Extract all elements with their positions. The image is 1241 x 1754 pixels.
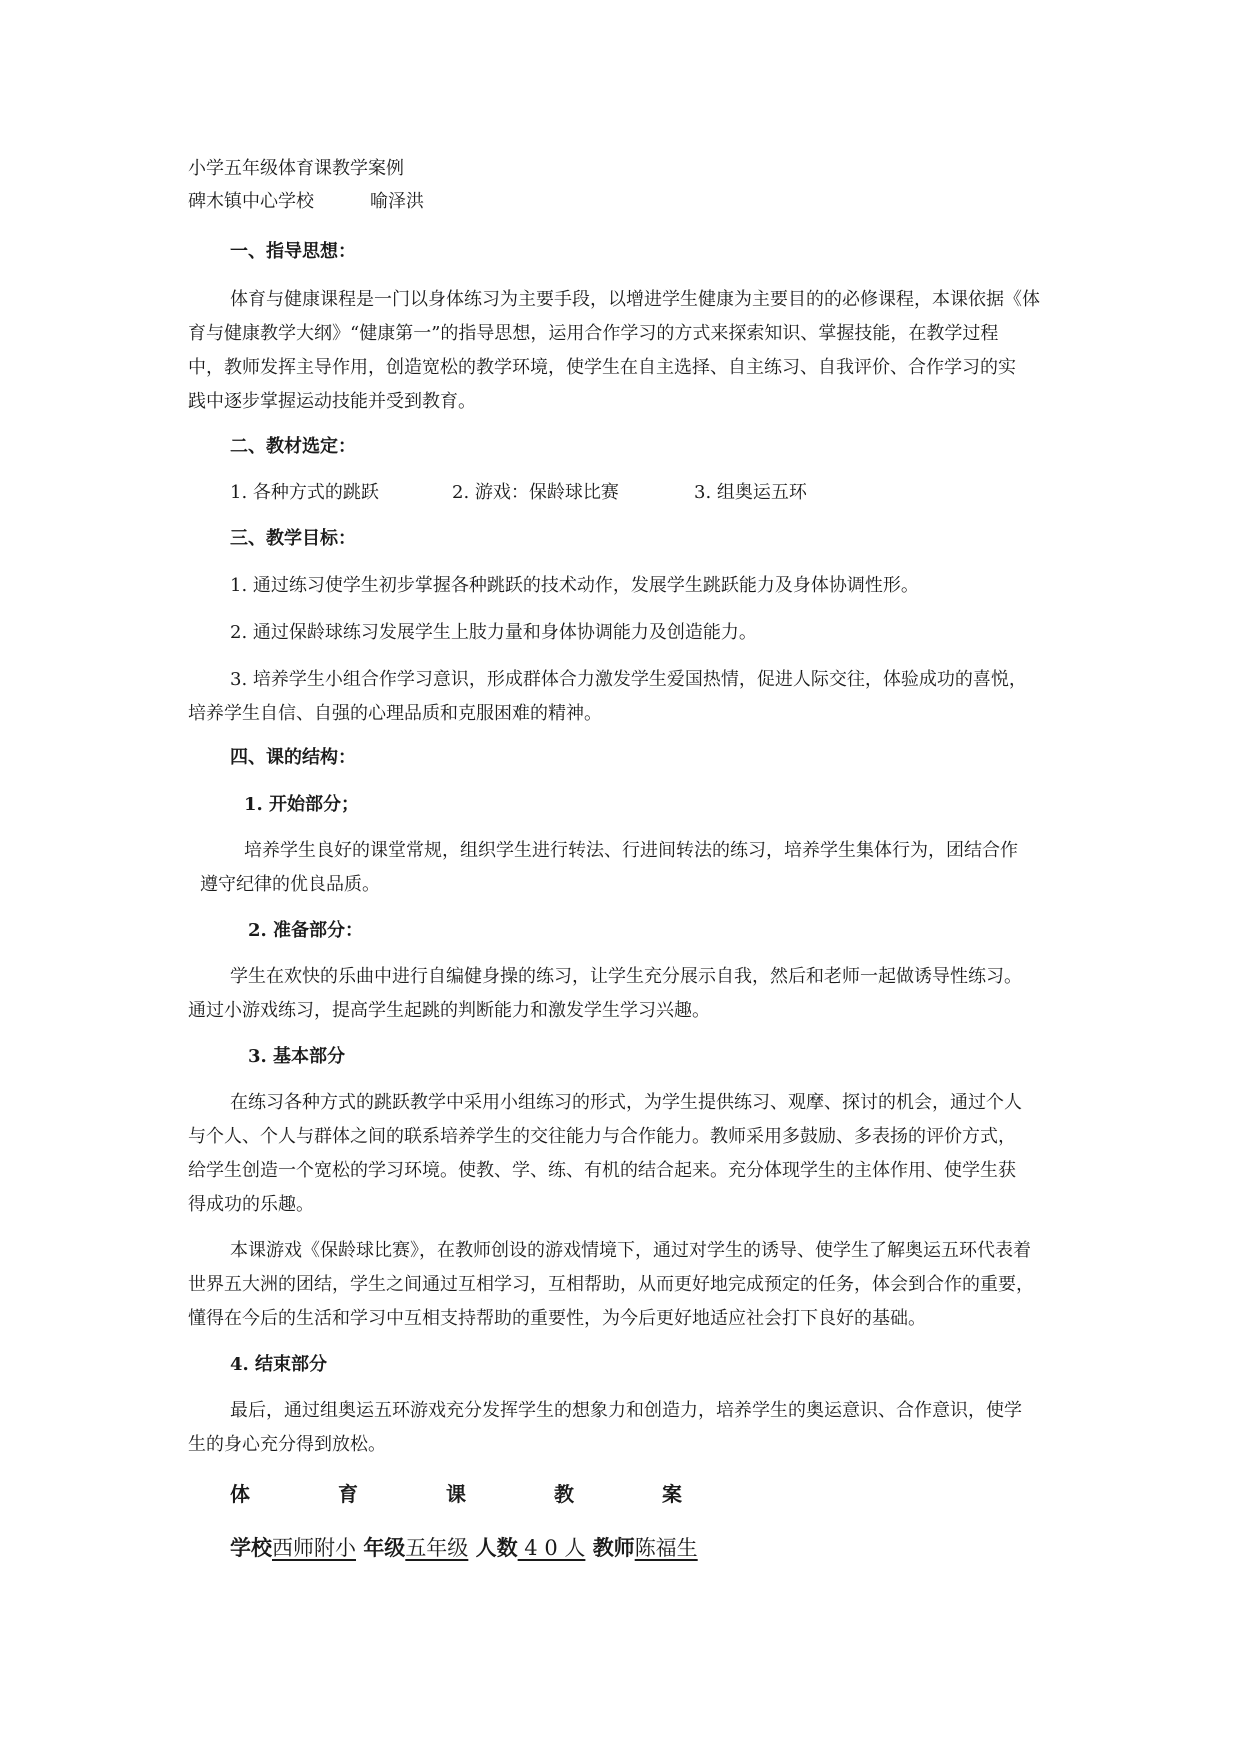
- teacher-value: 陈福生: [634, 1536, 698, 1560]
- goal-item: 1. 通过练习使学生初步掌握各种跳跃的技术动作，发展学生跳跃能力及身体协调性形。: [230, 575, 919, 596]
- plan-title-char: 教: [554, 1482, 574, 1506]
- grade-value: 五年级: [405, 1536, 469, 1560]
- part-heading-4: 4. 结束部分: [230, 1354, 328, 1375]
- plan-title-char: 体: [230, 1482, 250, 1506]
- paragraph-line: 在练习各种方式的跳跃教学中采用小组练习的形式，为学生提供练习、观摩、探讨的机会，通过个人: [230, 1092, 1022, 1113]
- count-label: 人数: [475, 1535, 518, 1560]
- material-item: 2. 游戏：保龄球比赛: [452, 482, 619, 503]
- part-heading-3: 3. 基本部分: [248, 1046, 346, 1067]
- section-heading-3: 三、教学目标：: [230, 528, 356, 549]
- document-title: 小学五年级体育课教学案例: [188, 158, 404, 179]
- count-value: 4 0 人: [517, 1536, 586, 1560]
- school-label: 学校: [230, 1535, 272, 1560]
- paragraph-line: 给学生创造一个宽松的学习环境。使教、学、练、有机的结合起来。充分体现学生的主体作用、使学生获: [188, 1160, 1016, 1181]
- plan-title-char: 课: [446, 1482, 466, 1506]
- section-heading-4: 四、课的结构：: [230, 747, 356, 768]
- material-item: 3. 组奥运五环: [694, 482, 807, 503]
- part-heading-2: 2. 准备部分：: [248, 920, 364, 941]
- paragraph-line: 世界五大洲的团结，学生之间通过互相学习，互相帮助，从而更好地完成预定的任务，体会到合作的重要，: [188, 1274, 1034, 1295]
- paragraph-line: 践中逐步掌握运动技能并受到教育。: [188, 391, 476, 412]
- plan-title-char: 育: [338, 1482, 358, 1506]
- lesson-plan-info: [230, 1532, 698, 1562]
- goal-item: 3. 培养学生小组合作学习意识，形成群体合力激发学生爱国热情，促进人际交往，体验成功的喜悦，: [230, 669, 1027, 690]
- paragraph-line: 中，教师发挥主导作用，创造宽松的教学环境，使学生在自主选择、自主练习、自我评价、合作学习的实: [188, 357, 1016, 378]
- paragraph-line: 懂得在今后的生活和学习中互相支持帮助的重要性，为今后更好地适应社会打下良好的基础。: [188, 1308, 926, 1329]
- paragraph-line: 最后，通过组奥运五环游戏充分发挥学生的想象力和创造力，培养学生的奥运意识、合作意识，使学: [230, 1400, 1022, 1421]
- author-name: 喻泽洪: [370, 191, 424, 212]
- part-heading-1: 1. 开始部分；: [244, 794, 360, 815]
- paragraph-line: 育与健康教学大纲》“健康第一”的指导思想，运用合作学习的方式来探索知识、掌握技能，在教学过程: [188, 323, 999, 344]
- goal-item-continued: 培养学生自信、自强的心理品质和克服困难的精神。: [188, 703, 602, 724]
- paragraph-line: 与个人、个人与群体之间的联系培养学生的交往能力与合作能力。教师采用多鼓励、多表扬的评价方式，: [188, 1126, 1016, 1147]
- grade-label: 年级: [363, 1535, 406, 1560]
- paragraph-line: 遵守纪律的优良品质。: [200, 874, 380, 895]
- goal-item: 2. 通过保龄球练习发展学生上肢力量和身体协调能力及创造能力。: [230, 622, 757, 643]
- paragraph-line: 培养学生良好的课堂常规，组织学生进行转法、行进间转法的练习，培养学生集体行为，团结合作: [244, 840, 1018, 861]
- paragraph-line: 体育与健康课程是一门以身体练习为主要手段，以增进学生健康为主要目的的必修课程，本课依据《体: [230, 289, 1040, 310]
- plan-title-char: 案: [662, 1482, 682, 1506]
- paragraph-line: 通过小游戏练习，提高学生起跳的判断能力和激发学生学习兴趣。: [188, 1000, 710, 1021]
- teacher-label: 教师: [592, 1535, 635, 1560]
- material-item: 1. 各种方式的跳跃: [230, 482, 379, 503]
- paragraph-line: 本课游戏《保龄球比赛》，在教师创设的游戏情境下，通过对学生的诱导、使学生了解奥运五环代表着: [230, 1240, 1031, 1261]
- paragraph-line: 得成功的乐趣。: [188, 1194, 314, 1215]
- paragraph-line: 学生在欢快的乐曲中进行自编健身操的练习，让学生充分展示自我，然后和老师一起做诱导性练习。: [230, 966, 1022, 987]
- section-heading-2: 二、教材选定：: [230, 436, 356, 457]
- school-value: 西师附小: [272, 1536, 356, 1560]
- paragraph-line: 生的身心充分得到放松。: [188, 1434, 386, 1455]
- school-name: 碑木镇中心学校: [188, 191, 314, 212]
- section-heading-1: 一、指导思想：: [230, 241, 356, 262]
